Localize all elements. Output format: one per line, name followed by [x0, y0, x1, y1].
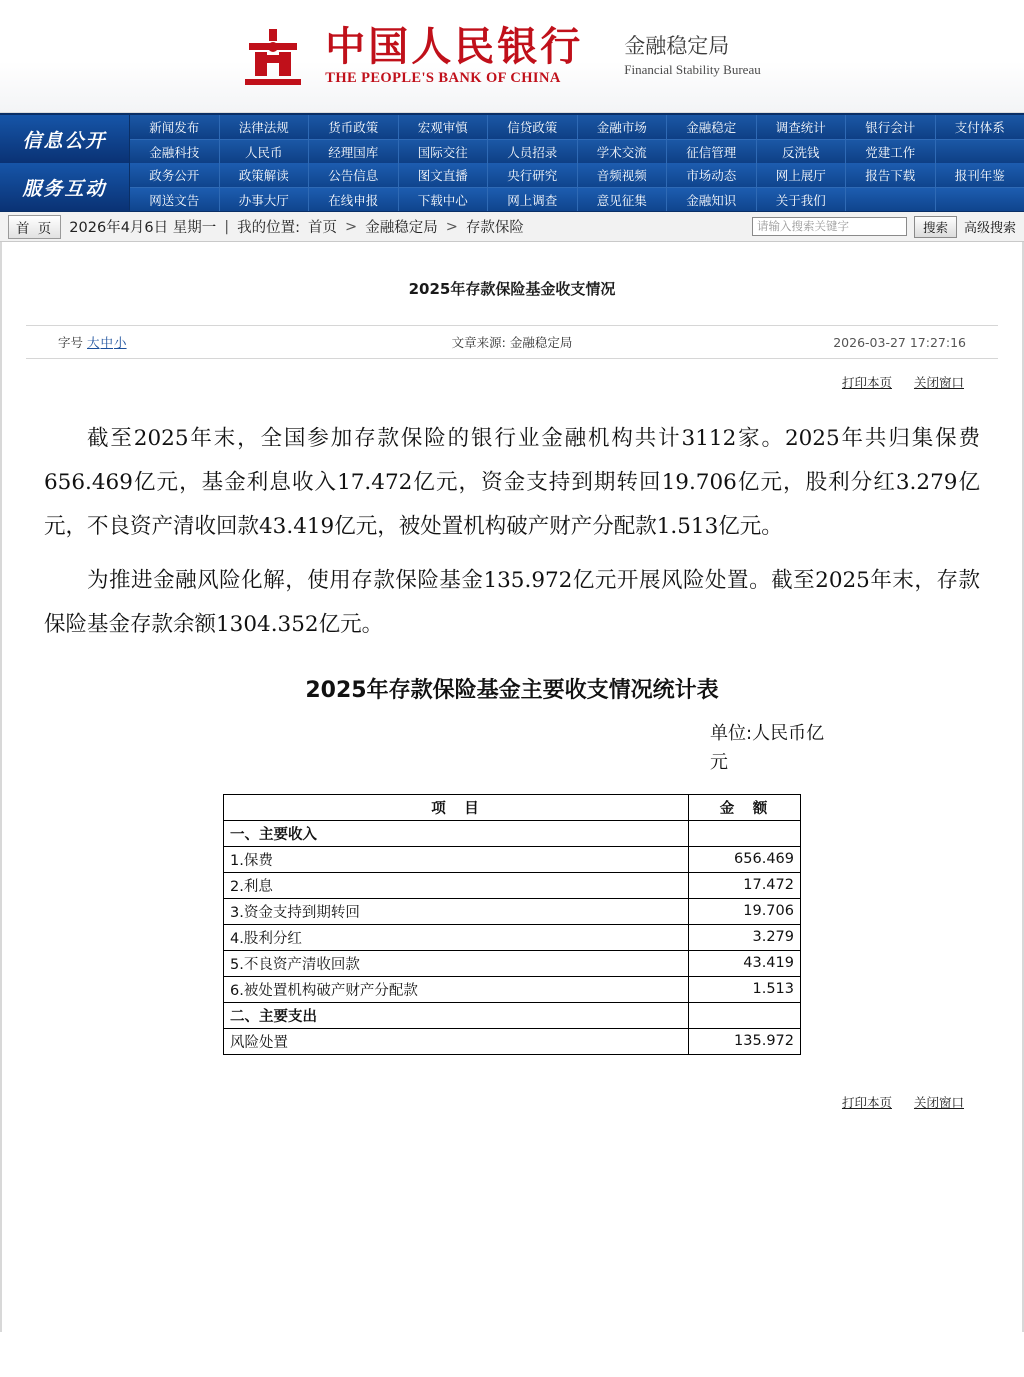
nav-item-news[interactable]: 新闻发布: [130, 115, 220, 139]
nav-item-survey-statistics[interactable]: 调查统计: [757, 115, 847, 139]
bureau-name-en: Financial Stability Bureau: [624, 61, 761, 77]
nav-item-service-hall[interactable]: 办事大厅: [220, 188, 310, 211]
row-amount: [689, 1002, 801, 1028]
row-amount: 3.279: [689, 924, 801, 950]
row-amount: 17.472: [689, 872, 801, 898]
nav-item-government-affairs[interactable]: 政务公开: [130, 163, 220, 187]
nav-item-policy-interpretation[interactable]: 政策解读: [220, 163, 310, 187]
nav-item-credit-reference[interactable]: 征信管理: [667, 140, 757, 163]
nav-group-information: [0, 115, 1024, 163]
nav-item-payment-system[interactable]: 支付体系: [936, 115, 1024, 139]
article-meta-bar: [26, 325, 998, 359]
nav-group-label-information[interactable]: 信息公开: [0, 115, 130, 163]
font-size-medium[interactable]: 中: [100, 335, 114, 350]
search-input[interactable]: 请输入搜索关键字: [752, 217, 907, 236]
nav-item-live-broadcast[interactable]: 图文直播: [399, 163, 489, 187]
breadcrumb-item-deposit-insurance[interactable]: 存款保险: [465, 220, 524, 236]
table-row: [224, 820, 801, 846]
advanced-search-link[interactable]: 高级搜索: [963, 221, 1016, 236]
print-page-link[interactable]: 打印本页: [841, 375, 892, 390]
table-row: [224, 872, 801, 898]
nav-item-bank-accounting[interactable]: 银行会计: [846, 115, 936, 139]
nav-item-download-center[interactable]: 下载中心: [399, 188, 489, 211]
nav-group-services: [0, 163, 1024, 211]
table-header-row: [224, 794, 801, 820]
font-size-label: 字号: [58, 335, 84, 350]
nav-row: [130, 187, 1024, 211]
nav-row: [130, 115, 1024, 139]
nav-item-empty: [846, 188, 936, 211]
bank-name-cn: 中国人民银行: [325, 22, 584, 70]
pboc-logo-icon: [239, 25, 307, 87]
nav-item-fintech[interactable]: 金融科技: [130, 140, 220, 163]
row-label: 一、主要收入: [224, 820, 689, 846]
table-row: [224, 1002, 801, 1028]
row-amount: 135.972: [689, 1028, 801, 1054]
article-tools-top: [26, 359, 998, 391]
row-label: 风险处置: [224, 1028, 689, 1054]
nav-item-academic[interactable]: 学术交流: [578, 140, 668, 163]
nav-item-treasury[interactable]: 经理国库: [309, 140, 399, 163]
breadcrumb-separator: >: [345, 218, 358, 235]
table-row: [224, 1028, 801, 1054]
breadcrumb-item-bureau[interactable]: 金融稳定局: [365, 220, 438, 236]
row-label: 2.利息: [224, 872, 689, 898]
nav-item-online-declaration[interactable]: 在线申报: [309, 188, 399, 211]
page-title: 2025年存款保险基金收支情况: [408, 280, 616, 298]
search-button[interactable]: 搜索: [914, 216, 957, 238]
nav-row: [130, 139, 1024, 163]
nav-item-rmb[interactable]: 人民币: [220, 140, 310, 163]
row-label: 6.被处置机构破产财产分配款: [224, 976, 689, 1002]
nav-item-anti-money-laundering[interactable]: 反洗钱: [757, 140, 847, 163]
article-page: [0, 242, 1024, 1332]
nav-item-report-download[interactable]: 报告下载: [846, 163, 936, 187]
nav-item-web-notices[interactable]: 网送文告: [130, 188, 220, 211]
article-paragraph-1: 截至2025年末，全国参加存款保险的银行业金融机构共计3112家。2025年共归集保费656.469亿元，基金利息收入17.472亿元，资金支持到期转回19.706亿元，股利分红3.279亿元，不良资产清收回款43.419亿元，被处置机构破产财产分配款1.513亿元。: [44, 426, 980, 540]
nav-item-international[interactable]: 国际交往: [399, 140, 489, 163]
nav-item-audio-video[interactable]: 音频视频: [578, 163, 668, 187]
nav-item-feedback[interactable]: 意见征集: [578, 188, 668, 211]
breadcrumb-bar: [0, 212, 1024, 242]
row-amount: 1.513: [689, 976, 801, 1002]
nav-group-label-services[interactable]: 服务互动: [0, 163, 130, 211]
table-unit-note: 单位:人民币亿元: [710, 723, 825, 774]
home-button[interactable]: 首 页: [8, 215, 61, 239]
table-row: [224, 976, 801, 1002]
column-header-amount: 金 额: [689, 794, 801, 820]
table-row: [224, 898, 801, 924]
nav-item-financial-market[interactable]: 金融市场: [578, 115, 668, 139]
nav-item-credit-policy[interactable]: 信贷政策: [488, 115, 578, 139]
fund-statistics-table: [223, 794, 801, 1055]
font-size-small[interactable]: 小: [114, 335, 127, 350]
bureau-name-cn: 金融稳定局: [624, 34, 730, 59]
article-timestamp: 2026-03-27 17:27:16: [833, 334, 966, 350]
row-label: 3.资金支持到期转回: [224, 898, 689, 924]
nav-item-research[interactable]: 央行研究: [488, 163, 578, 187]
location-label: 我的位置:: [237, 220, 301, 236]
column-header-item: 项 目: [224, 794, 689, 820]
table-row: [224, 924, 801, 950]
breadcrumb-divider: |: [224, 218, 230, 235]
nav-item-recruitment[interactable]: 人员招录: [488, 140, 578, 163]
table-row: [224, 846, 801, 872]
nav-item-market-trends[interactable]: 市场动态: [667, 163, 757, 187]
row-amount: 19.706: [689, 898, 801, 924]
nav-item-empty: [936, 188, 1024, 211]
row-label: 4.股利分红: [224, 924, 689, 950]
nav-item-macroprudential[interactable]: 宏观审慎: [399, 115, 489, 139]
breadcrumb-separator: >: [445, 218, 458, 235]
close-window-link-bottom[interactable]: 关闭窗口: [913, 1094, 964, 1110]
row-amount: [689, 820, 801, 846]
row-amount: 43.419: [689, 950, 801, 976]
row-label: 1.保费: [224, 846, 689, 872]
nav-item-laws[interactable]: 法律法规: [220, 115, 310, 139]
masthead: [0, 0, 1024, 113]
table-row: [224, 950, 801, 976]
main-navigation: [0, 113, 1024, 212]
nav-item-yearbook[interactable]: 报刊年鉴: [936, 163, 1024, 187]
row-amount: 656.469: [689, 846, 801, 872]
bank-name-en: THE PEOPLE'S BANK OF CHINA: [325, 69, 561, 86]
nav-item-financial-knowledge[interactable]: 金融知识: [667, 188, 757, 211]
nav-item-party-building[interactable]: 党建工作: [846, 140, 936, 163]
close-window-link[interactable]: 关闭窗口: [913, 375, 964, 390]
font-size-large[interactable]: 大: [87, 335, 100, 350]
masthead-divider: [603, 29, 604, 83]
article-paragraph-2: 为推进金融风险化解，使用存款保险基金135.972亿元开展风险处置。截至2025年末，存款保险基金存款余额1304.352亿元。: [44, 568, 980, 638]
row-label: 5.不良资产清收回款: [224, 950, 689, 976]
nav-item-online-survey[interactable]: 网上调查: [488, 188, 578, 211]
nav-item-about-us[interactable]: 关于我们: [757, 188, 847, 211]
article-tools-bottom: [26, 1055, 998, 1139]
nav-item-financial-stability[interactable]: 金融稳定: [667, 115, 757, 139]
row-label: 二、主要支出: [224, 1002, 689, 1028]
article-source: 文章来源: 金融稳定局: [451, 335, 573, 350]
nav-item-announcements[interactable]: 公告信息: [309, 163, 399, 187]
current-date: 2026年4月6日 星期一: [69, 220, 217, 236]
nav-item-monetary-policy[interactable]: 货币政策: [309, 115, 399, 139]
nav-item-online-exhibition[interactable]: 网上展厅: [757, 163, 847, 187]
statistics-table-title: 2025年存款保险基金主要收支情况统计表: [305, 678, 719, 704]
print-page-link-bottom[interactable]: 打印本页: [841, 1094, 892, 1110]
nav-row: [130, 163, 1024, 187]
nav-item-empty: [936, 140, 1024, 163]
article-body: [26, 391, 998, 647]
breadcrumb-item-home[interactable]: 首页: [308, 220, 338, 236]
